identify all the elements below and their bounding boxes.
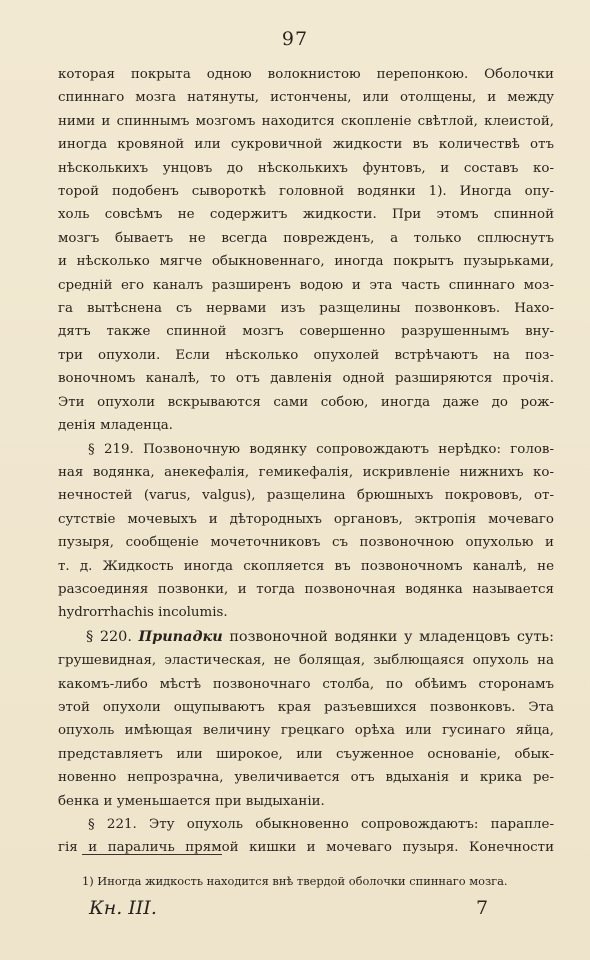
text-line: нечностей (varus, valgus), разщелина брюшныхъ покрововъ, от- (58, 488, 554, 504)
footnote: 1) Иногда жидкость находится внѣ твердой оболочки спиннаго мозга. (82, 874, 508, 888)
text-line: hydrorrhachis incolumis. (58, 605, 228, 621)
text-line: пузыря, сообщеніе мочеточниковъ съ позвоночною опухолью и (58, 535, 554, 551)
page-number: 97 (281, 28, 309, 50)
text-line: иногда кровяной или сукровичной жидкости въ количествѣ отъ (58, 137, 554, 153)
text-line: грушевидная, эластическая, не болящая, зыблющаяся опухоль на (58, 653, 554, 669)
signature-number: 7 (476, 897, 489, 919)
text-line: т. д. Жидкость иногда скопляется въ позвоночномъ каналѣ, не (58, 558, 554, 574)
text-line: спиннаго мозга натянуты, истончены, или отолщены, и между (58, 90, 554, 106)
text-line: сутствіе мочевыхъ и дѣтородныхъ органовъ, эктропія мочеваго (58, 511, 554, 527)
italic-term: Припадки (138, 627, 223, 645)
text-line: новенно непрозрачна, увеличивается отъ вдыханія и крика ре- (58, 770, 554, 786)
text-line: три опухоли. Если нѣсколько опухолей встрѣчаютъ на поз- (58, 347, 554, 363)
body-text (58, 63, 554, 860)
text-line: ная водянка, анекефалія, гемикефалія, искривленіе нижнихъ ко- (58, 464, 554, 480)
text-line: Эти опухоли вскрываются сами собою, иногда даже до рож- (58, 394, 554, 410)
signature-mark: Кн. III. (89, 897, 157, 919)
text-line: мозгъ бываетъ не всегда поврежденъ, а только сплюснутъ (58, 230, 554, 246)
text-line: га вытѣснена съ нервами изъ разщелины позвонковъ. Нахо- (58, 301, 554, 317)
section-220-first-line (58, 625, 554, 649)
text-line: опухоль имѣющая величину грецкаго орѣха или гусинаго яйца, (58, 723, 554, 739)
text-line: бенка и уменьшается при выдыханіи. (58, 793, 325, 809)
text-line: разсоединяя позвонки, и тогда позвоночная водянка называется (58, 581, 554, 597)
text-line: представляетъ или широкое, или съуженное основаніе, обык- (58, 746, 554, 762)
text-line: денія младенца. (58, 418, 173, 434)
footnote-divider (82, 854, 222, 855)
text-line: холь совсѣмъ не содержитъ жидкости. При этомъ спинной (58, 207, 554, 223)
text-line: гія и параличь прямой кишки и мочеваго пузыря. Конечности (58, 840, 554, 856)
text-line: какомъ-либо мѣстѣ позвоночнаго столба, по обѣимъ сторонамъ (58, 676, 554, 692)
text-line: средній его каналъ разширенъ водою и эта часть спиннаго моз- (58, 277, 554, 293)
text-run: позвоночной водянки у младенцовъ суть: (229, 628, 554, 645)
text-line: этой опухоли ощупываютъ края разъевшихся позвонковъ. Эта (58, 699, 554, 715)
text-line: и нѣсколько мягче обыкновеннаго, иногда покрытъ пузырьками, (58, 254, 554, 270)
section-219-first-line: § 219. Позвоночную водянку сопровождаютъ нерѣдко: голов- (88, 441, 554, 457)
text-line: воночномъ каналѣ, то отъ давленія одной разширяются прочія. (58, 371, 554, 387)
text-line: дятъ также спинной мозгъ совершенно разрушеннымъ вну- (58, 324, 554, 340)
text-line: которая покрыта одною волокнистою перепонкою. Оболочки (58, 67, 554, 82)
text-line: ними и спиннымъ мозгомъ находится скопленіе свѣтлой, клеистой, (58, 113, 554, 129)
section-number: § 220. (86, 628, 132, 645)
text-line: торой подобенъ сывороткѣ головной водянки 1). Иногда опу- (58, 184, 554, 200)
section-221-first-line: § 221. Эту опухоль обыкновенно сопровождаютъ: параплe- (88, 817, 554, 832)
text-line: нѣсколькихъ унцовъ до нѣсколькихъ фунтовъ, и составъ ко- (58, 160, 554, 176)
